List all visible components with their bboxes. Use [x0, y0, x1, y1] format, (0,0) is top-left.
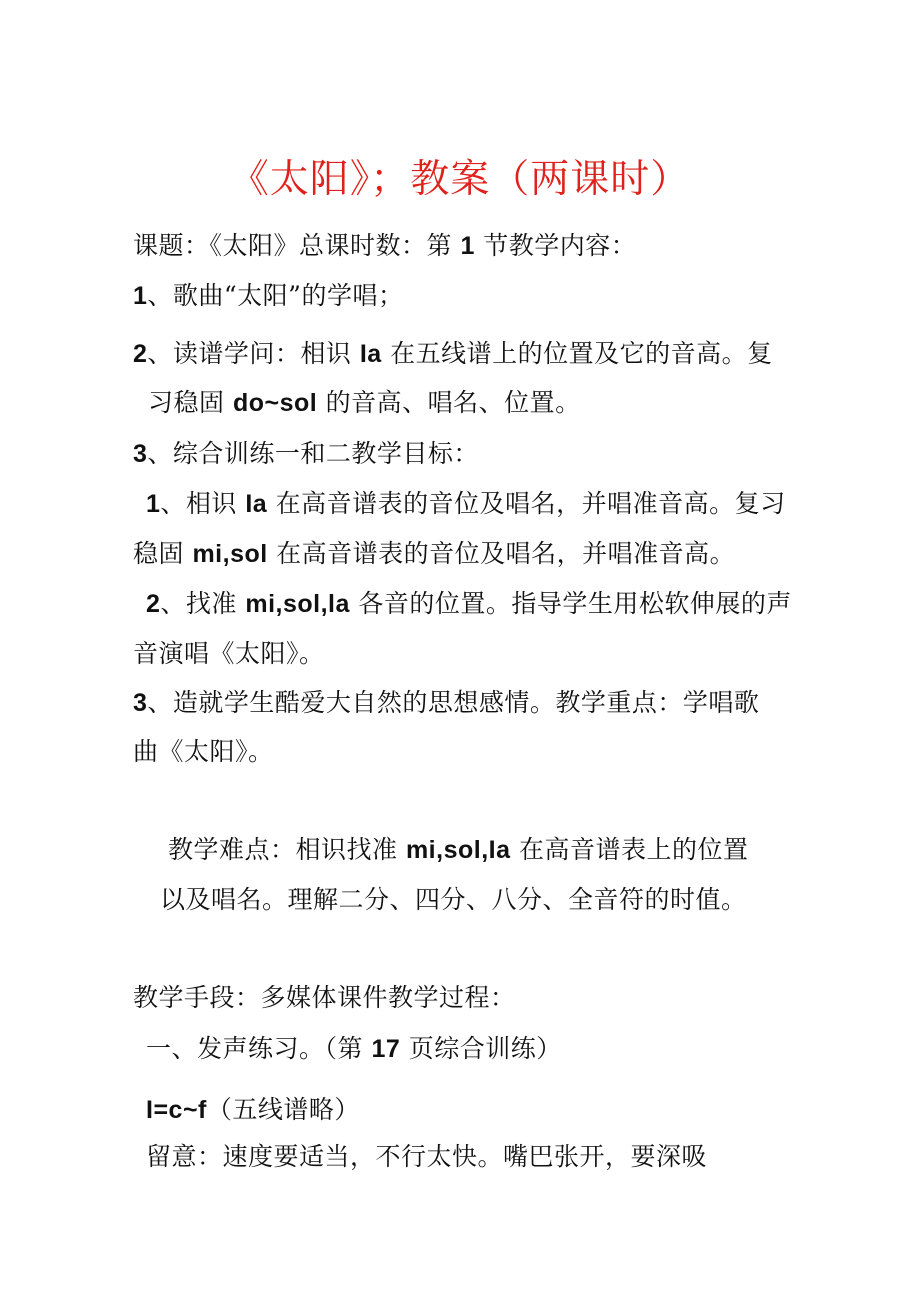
bold-text: Ia [245, 490, 268, 518]
bold-text: 1 [460, 232, 475, 260]
text-line-item-3 [133, 437, 479, 471]
text-line-key [146, 1093, 360, 1127]
document-title: 《太阳》；教案（两课时） [229, 157, 691, 202]
text-line-difficulty-cont [160, 883, 747, 917]
text: 在高音谱表的音位及唱名，并唱准音高。复习 [267, 489, 786, 518]
text: 音演唱《太阳》。 [133, 639, 325, 668]
bold-text: Ia [359, 340, 382, 368]
bold-text: 2 [133, 340, 148, 368]
text: 、找准 [160, 589, 246, 618]
bold-text: I=c~f [146, 1096, 207, 1124]
text: 教学难点：相识找准 [168, 835, 406, 864]
text: 、相识 [160, 489, 246, 518]
text-line-goal-1-cont [133, 537, 735, 571]
text: 课题：《太阳》总课时数：第 [133, 231, 461, 260]
text: 在高音谱表上的位置 [510, 835, 749, 864]
text-line-note [146, 1140, 707, 1174]
bold-text: mi,sol,la [245, 590, 350, 618]
bold-text: 1 [146, 490, 161, 518]
text: 的音高、唱名、位置。 [317, 388, 581, 417]
text-line-difficulty [168, 833, 748, 867]
text: 在高音谱表的音位及唱名，并唱准音高。 [267, 539, 736, 568]
text: 、造就学生酷爱大自然的思想感情。教学重点：学唱歌 [147, 688, 760, 717]
text-line-goal-1 [146, 487, 786, 521]
text: 以及唱名。理解二分、四分、八分、全音符的时值。 [160, 885, 747, 914]
bold-text: do~sol [232, 389, 318, 417]
text-line-item-1 [133, 279, 403, 313]
text-line-lesson [133, 229, 636, 263]
text: 、读谱学问：相识 [147, 339, 360, 368]
bold-text: 3 [133, 440, 148, 468]
bold-text: 1 [133, 282, 148, 310]
text: 、歌曲“太阳”的学唱； [147, 281, 404, 310]
text: （五线谱略） [206, 1095, 360, 1124]
text-line-goal-2 [146, 587, 792, 621]
text: 习稳固 [148, 388, 233, 417]
text-line-goal-3 [133, 686, 759, 720]
text: 稳固 [133, 539, 193, 568]
text-line-goal-2-cont [133, 637, 325, 671]
bold-text: 2 [146, 590, 161, 618]
text-line-item-2-cont [148, 386, 581, 420]
bold-text: 3 [133, 689, 148, 717]
text: 节教学内容： [474, 231, 637, 260]
text: 页综合训练） [400, 1034, 562, 1063]
text: 留意：速度要适当，不行太快。嘴巴张开，要深吸 [146, 1142, 708, 1171]
text: 各音的位置。指导学生用松软伸展的声 [349, 589, 792, 618]
text: 曲《太阳》。 [133, 737, 274, 766]
text-line-means [133, 981, 516, 1015]
bold-text: 17 [371, 1035, 401, 1063]
text: 教学手段：多媒体课件教学过程： [133, 983, 516, 1012]
text-line-goal-3-cont [133, 735, 274, 769]
text: 、综合训练一和二教学目标： [147, 439, 479, 468]
text: 在五线谱上的位置及它的音高。复 [381, 339, 773, 368]
bold-text: mi,sol [192, 540, 268, 568]
text-line-item-2 [133, 337, 773, 371]
bold-text: mi,sol,Ia [405, 836, 511, 864]
text-line-section-1 [146, 1032, 562, 1066]
text: 一、发声练习。（第 [146, 1034, 372, 1063]
